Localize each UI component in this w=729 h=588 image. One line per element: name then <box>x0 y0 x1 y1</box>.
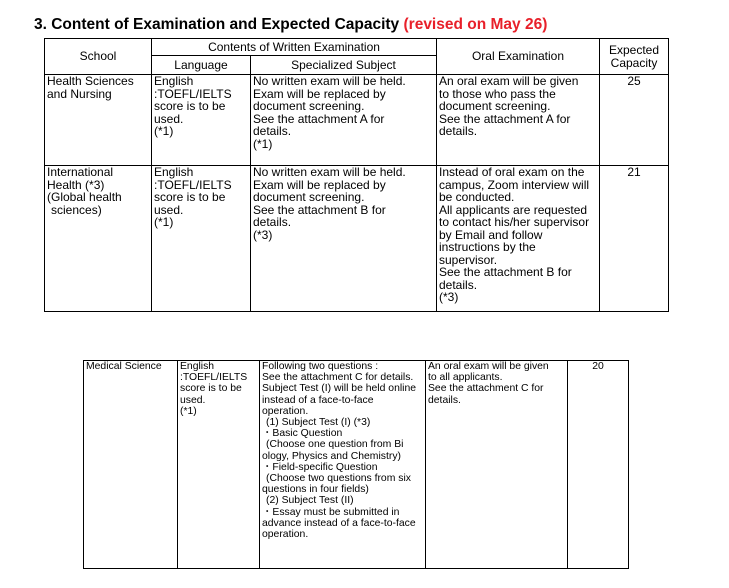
cell-line: See the attachment A for <box>439 111 571 126</box>
cell-line: details. <box>439 277 478 292</box>
cell-line: advance instead of a face-to-face <box>262 517 416 529</box>
cell-line: used. <box>180 394 206 406</box>
cell-line: See the attachment A for <box>253 111 385 126</box>
cell-line: ology, Physics and Chemistry) <box>262 450 401 462</box>
table-row <box>84 361 629 569</box>
cell-line: An oral exam will be given <box>439 74 579 88</box>
cell-oral <box>437 166 600 312</box>
cell-specialized <box>251 75 437 166</box>
cell-line: (*1) <box>180 405 197 417</box>
cell-line: supervisor. <box>439 252 498 267</box>
cell-line: sciences) <box>51 202 102 217</box>
cell-line: (*1) <box>253 136 273 151</box>
cell-line: ・Essay must be submitted in <box>262 506 400 518</box>
heading-main: 3. Content of Examination and Expected Capacity <box>34 16 404 33</box>
cell-school: Medical Science <box>84 361 178 569</box>
cell-line: ・Field-specific Question <box>262 461 378 473</box>
cell-line: by Email and follow <box>439 227 543 242</box>
cell-line: document screening. <box>253 190 365 204</box>
cell-line: English <box>154 165 194 179</box>
cell-specialized <box>260 361 426 569</box>
cell-line: All applicants are requested <box>439 202 588 217</box>
cell-line: An oral exam will be given <box>428 361 549 372</box>
header-capacity-line: Capacity <box>610 55 658 70</box>
cell-line: operation. <box>262 529 309 541</box>
cell-line: :TOEFL/IELTS <box>154 86 232 101</box>
header-written-exam: Contents of Written Examination <box>152 39 437 56</box>
cell-line: See the attachment B for <box>253 202 386 217</box>
cell-line: details. <box>253 124 292 138</box>
cell-line: score is to be <box>154 190 226 204</box>
cell-line: :TOEFL/IELTS <box>154 177 232 192</box>
cell-line: to those who pass the <box>439 86 556 101</box>
cell-line: (1) Subject Test (I) (*3) <box>266 417 371 429</box>
cell-line: Following two questions : <box>262 361 379 372</box>
cell-line: (*1) <box>154 124 174 138</box>
cell-line: (*3) <box>439 290 459 304</box>
cell-line: ・Basic Question <box>262 428 343 440</box>
cell-line: :TOEFL/IELTS <box>180 372 248 384</box>
cell-line: details. <box>428 394 461 406</box>
cell-line: instead of a face-to-face <box>262 394 374 406</box>
exam-capacity-table <box>44 38 669 312</box>
cell-line: International <box>47 165 114 179</box>
cell-line: (*3) <box>253 227 273 242</box>
cell-capacity: 20 <box>568 361 629 569</box>
cell-line: campus, Zoom interview will <box>439 177 590 192</box>
cell-line: used. <box>154 202 184 217</box>
header-capacity <box>600 39 669 75</box>
cell-line: English <box>180 361 215 372</box>
cell-language <box>178 361 260 569</box>
cell-line: Subject Test (I) will be held online <box>262 383 417 395</box>
cell-line: details. <box>253 215 292 229</box>
cell-language <box>152 166 251 312</box>
cell-line: and Nursing <box>47 86 112 101</box>
cell-line: questions in four fields) <box>262 484 369 496</box>
cell-line: (Choose two questions from six <box>266 473 411 485</box>
cell-line: (*1) <box>154 215 174 229</box>
cell-capacity: 25 <box>600 75 669 166</box>
cell-line: No written exam will be held. <box>253 165 406 179</box>
cell-line: details. <box>439 124 478 138</box>
cell-line: to all applicants. <box>428 372 503 384</box>
cell-line: English <box>154 74 194 88</box>
cell-school <box>45 75 152 166</box>
cell-oral <box>437 75 600 166</box>
heading-revised-note: (revised on May 26) <box>403 16 548 33</box>
cell-line: See the attachment C for <box>428 383 544 395</box>
header-language: Language <box>152 56 251 75</box>
header-school: School <box>45 39 152 75</box>
cell-line: Health (*3) <box>47 177 105 192</box>
medical-science-table <box>83 360 629 569</box>
header-oral-exam: Oral Examination <box>437 39 600 75</box>
cell-language <box>152 75 251 166</box>
cell-oral <box>426 361 568 569</box>
header-specialized: Specialized Subject <box>251 56 437 75</box>
header-capacity-line: Expected <box>608 43 660 57</box>
cell-line: document screening. <box>253 99 365 113</box>
cell-line: be conducted. <box>439 190 515 204</box>
cell-capacity: 21 <box>600 166 669 312</box>
cell-line: (2) Subject Test (II) <box>266 495 354 507</box>
cell-line: (Choose one question from Bi <box>266 439 404 451</box>
table-row <box>45 75 669 166</box>
cell-line: score is to be <box>180 383 242 395</box>
cell-line: document screening. <box>439 99 551 113</box>
cell-line: See the attachment B for <box>439 265 572 279</box>
cell-line: used. <box>154 111 184 126</box>
cell-line: to contact his/her supervisor <box>439 215 590 229</box>
cell-line: (Global health <box>47 190 122 204</box>
cell-line: Exam will be replaced by <box>253 86 386 101</box>
cell-line: instructions by the <box>439 240 536 254</box>
cell-line: score is to be <box>154 99 226 113</box>
cell-line: See the attachment C for details. <box>262 372 414 384</box>
cell-line: Health Sciences <box>47 74 134 88</box>
section-heading <box>34 16 547 34</box>
cell-line: operation. <box>262 405 309 417</box>
cell-line: No written exam will be held. <box>253 74 406 88</box>
cell-specialized <box>251 166 437 312</box>
cell-line: Instead of oral exam on the <box>439 165 585 179</box>
table-row <box>45 166 669 312</box>
cell-school <box>45 166 152 312</box>
cell-line: Exam will be replaced by <box>253 177 386 192</box>
